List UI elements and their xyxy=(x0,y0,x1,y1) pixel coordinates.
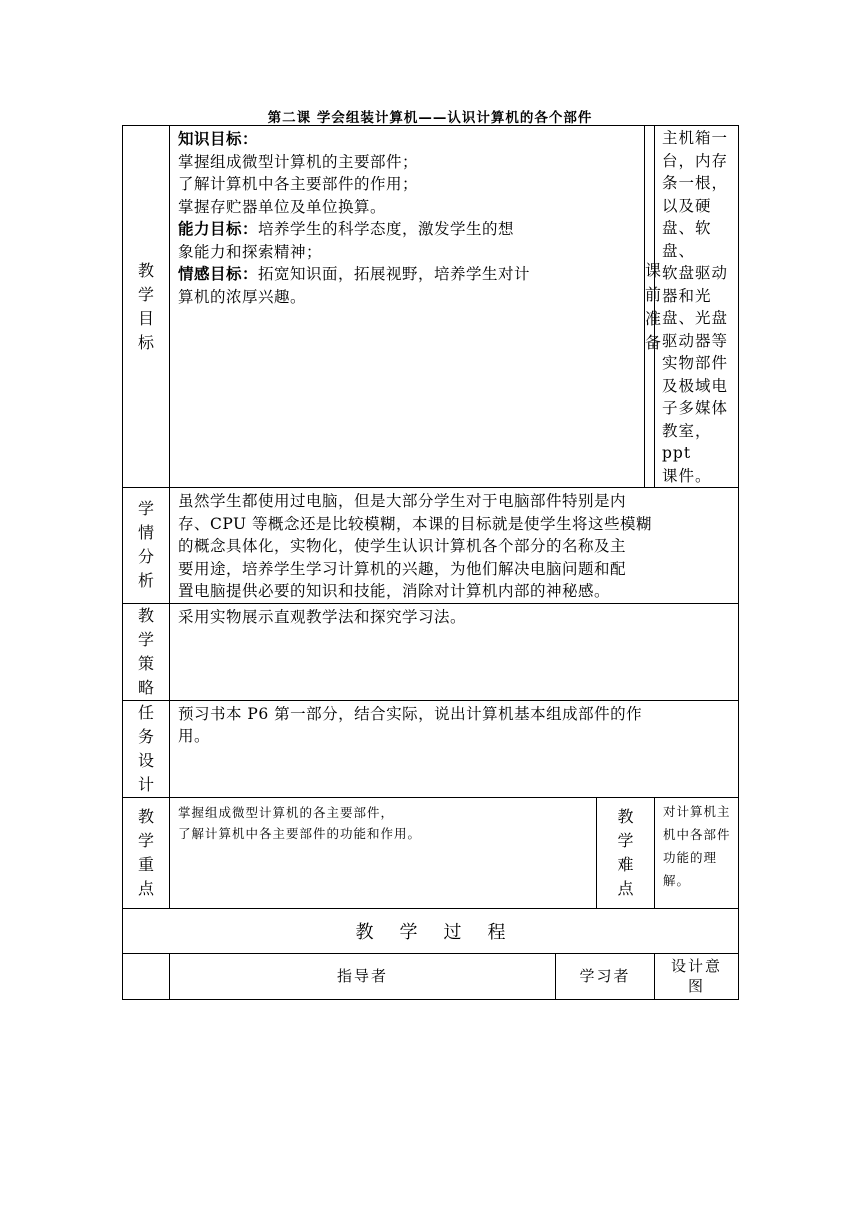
col-guide: 指导者 xyxy=(170,953,556,999)
col-intent: 设计意 图 xyxy=(655,953,739,999)
knowledge-heading: 知识目标： xyxy=(178,130,259,148)
strategy-label: 教 学 策 略 xyxy=(123,603,170,700)
ability-heading: 能力目标： xyxy=(178,220,259,238)
analysis-row xyxy=(123,488,739,604)
objectives-content xyxy=(170,126,645,488)
task-content: 预习书本 P6 第一部分，结合实际，说出计算机基本组成部件的作 用。 xyxy=(170,700,739,797)
knowledge-line: 了解计算机中各主要部件的作用； xyxy=(178,175,419,193)
page-title: 第二课 学会组装计算机——认识计算机的各个部件 xyxy=(267,110,593,126)
difficulty-content: 对计算机主 机中各部件 功能的理 解。 xyxy=(655,797,739,908)
blank-cell xyxy=(123,953,170,999)
process-heading: 教学过程 xyxy=(123,908,739,953)
analysis-label: 学 情 分 析 xyxy=(123,488,170,604)
keypoints-row xyxy=(123,797,739,908)
preparation-label: 课 前 准 备 xyxy=(645,126,655,488)
process-heading-row xyxy=(123,908,739,953)
process-columns-row xyxy=(123,953,739,999)
task-row xyxy=(123,700,739,797)
strategy-content: 采用实物展示直观教学法和探究学习法。 xyxy=(170,603,739,700)
task-label: 任 务 设 计 xyxy=(123,700,170,797)
emotion-heading: 情感目标： xyxy=(178,265,259,283)
analysis-content: 虽然学生都使用过电脑，但是大部分学生对于电脑部件特别是内 存、CPU 等概念还是比较模糊，本课的目标就是使学生将这些模糊 的概念具体化，实物化，使学生认识计算机各个部分的名称及主 要用途，培养学生学习计算机的兴趣，为他们解决电脑问题和配 置电脑提供必要的知识和技能，消除对计算机内部的神秘感。 xyxy=(170,488,739,604)
preparation-content: 主机箱一 台，内存 条一根， 以及硬 盘、软盘、 软盘驱动 器和光 盘、光盘 驱动器等 实物部件 及极域电 子多媒体 教室，ppt 课件。 xyxy=(655,126,739,488)
keypoints-content: 掌握组成微型计算机的各主要部件， 了解计算机中各主要部件的功能和作用。 xyxy=(170,797,597,908)
ability-text: 培养学生的科学态度，激发学生的想 xyxy=(258,220,515,238)
knowledge-line: 掌握存贮器单位及单位换算。 xyxy=(178,197,387,216)
objectives-row xyxy=(123,126,739,488)
emotion-text-cont: 算机的浓厚兴趣。 xyxy=(178,287,307,306)
keypoints-label: 教 学 重 点 xyxy=(123,797,170,908)
knowledge-line: 掌握组成微型计算机的主要部件； xyxy=(178,152,419,171)
difficulty-label: 教 学 难 点 xyxy=(597,797,655,908)
objectives-label: 教 学 目 标 xyxy=(123,126,170,488)
lesson-plan-table xyxy=(122,125,739,1000)
emotion-text: 拓宽知识面，拓展视野，培养学生对计 xyxy=(258,265,531,283)
ability-text-cont: 象能力和探索精神； xyxy=(178,242,323,261)
col-learner: 学习者 xyxy=(556,953,655,999)
strategy-row xyxy=(123,603,739,700)
